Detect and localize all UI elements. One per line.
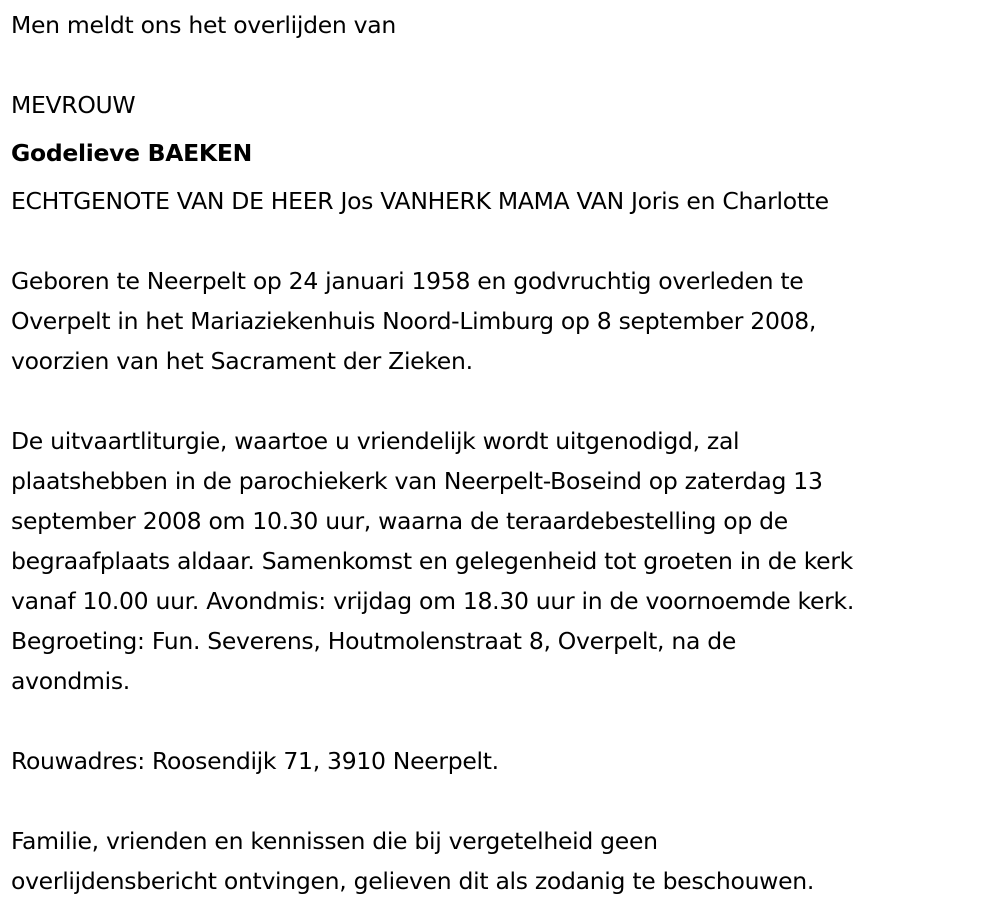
mourning-address: Rouwadres: Roosendijk 71, 3910 Neerpelt. <box>11 747 499 775</box>
birth-death-line-1: Geboren te Neerpelt op 24 januari 1958 en godvruchtig overleden te <box>11 267 804 295</box>
funeral-line-3: september 2008 om 10.30 uur, waarna de teraardebestelling op de <box>11 507 788 535</box>
deceased-name: Godelieve BAEKEN <box>11 139 252 167</box>
birth-death-line-2: Overpelt in het Mariaziekenhuis Noord-Limburg op 8 september 2008, <box>11 307 817 335</box>
funeral-line-5: vanaf 10.00 uur. Avondmis: vrijdag om 18.30 uur in de voornoemde kerk. <box>11 587 854 615</box>
funeral-line-6: Begroeting: Fun. Severens, Houtmolenstraat 8, Overpelt, na de <box>11 627 737 655</box>
birth-death-line-3: voorzien van het Sacrament der Zieken. <box>11 347 473 375</box>
relation-text: ECHTGENOTE VAN DE HEER Jos VANHERK MAMA VAN Joris en Charlotte <box>11 187 829 215</box>
funeral-line-1: De uitvaartliturgie, waartoe u vriendelijk wordt uitgenodigd, zal <box>11 427 740 455</box>
closing-line-1: Familie, vrienden en kennissen die bij vergetelheid geen <box>11 827 658 855</box>
funeral-line-7: avondmis. <box>11 667 130 695</box>
funeral-line-4: begraafplaats aldaar. Samenkomst en gelegenheid tot groeten in de kerk <box>11 547 853 575</box>
closing-line-2: overlijdensbericht ontvingen, gelieven dit als zodanig te beschouwen. <box>11 867 815 895</box>
intro-text: Men meldt ons het overlijden van <box>11 11 396 39</box>
funeral-line-2: plaatshebben in de parochiekerk van Neerpelt-Boseind op zaterdag 13 <box>11 467 823 495</box>
honorific-title: MEVROUW <box>11 91 136 119</box>
